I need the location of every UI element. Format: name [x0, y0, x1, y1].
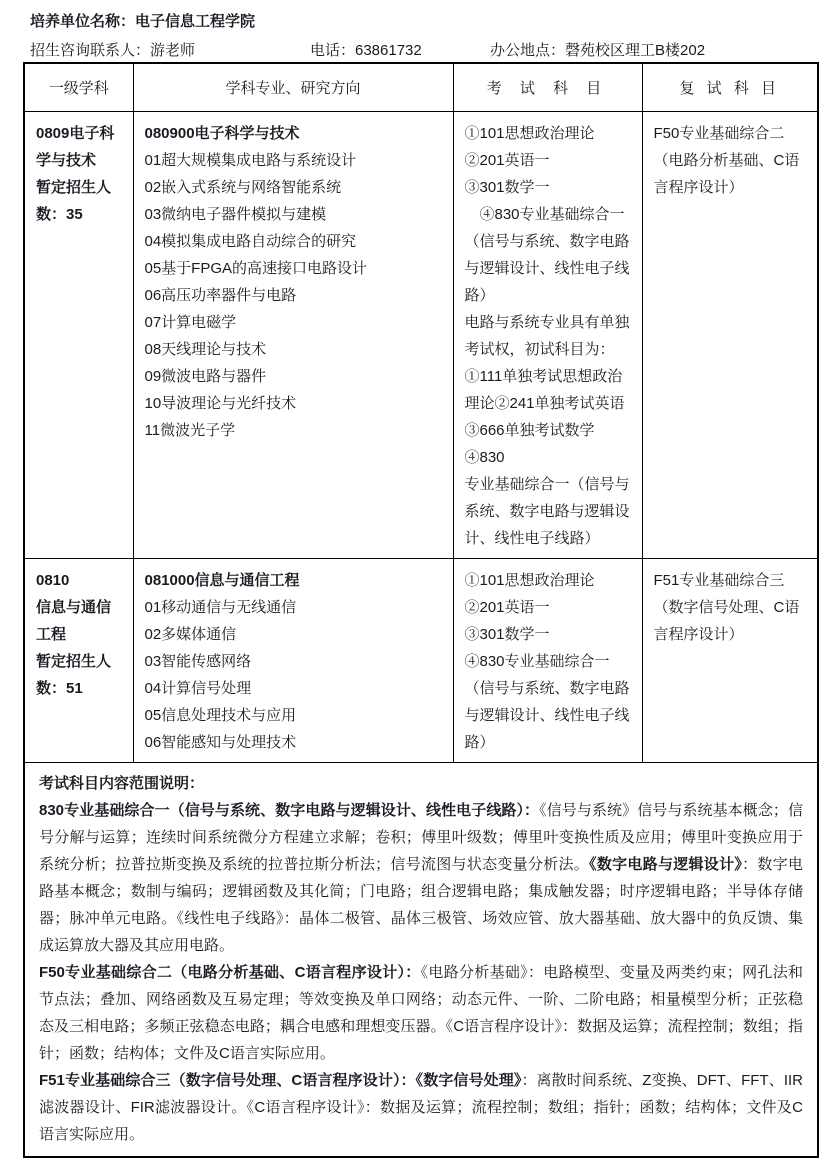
- text-line: 03微纳电子器件模拟与建模: [144, 205, 327, 223]
- text-segment: 《电路分析基础》：电路模型、变量及两类约束；网孔法和节点法；叠加、网络函数及互易定理；等效变换及单口网络；动态元件、一阶、二阶电路；相量模型分析；正弦稳态及三相电路；多频正弦稳态电路；耦合电感和理想变压器。《C语言程序设计》：数据及运算；流程控制；数组；指针；函数；结构体；文件及C语言实际应用。: [39, 963, 803, 1062]
- text-line: 言程序设计）: [653, 178, 744, 196]
- text-line: 考试权，初试科目为：: [464, 340, 615, 358]
- major-code-title: 081000信息与通信工程: [144, 571, 300, 589]
- cell-discipline-0810: [24, 558, 133, 762]
- notes-paragraph-f51: [39, 1067, 803, 1148]
- text-line: 04模拟集成电路自动综合的研究: [144, 232, 357, 250]
- table-row-0809: [24, 111, 818, 558]
- text-segment: F51专业基础综合三（数字信号处理、C语言程序设计）：: [39, 1071, 416, 1089]
- text-line: 06智能感知与处理技术: [144, 733, 297, 751]
- contact-info-line: [30, 41, 820, 61]
- text-line: 与逻辑设计、线性电子线: [464, 259, 630, 277]
- retest-subjects-text: [643, 559, 818, 654]
- text-line: （信号与系统、数字电路: [464, 232, 630, 250]
- text-line: （数字信号处理、C语: [653, 598, 800, 616]
- exam-subjects-text: [454, 112, 642, 558]
- text-line: 电路与系统专业具有单独: [464, 313, 630, 331]
- text-line: ②201英语一: [464, 151, 550, 169]
- text-line: 10导波理论与光纤技术: [144, 394, 297, 412]
- col-header-discipline: 一级学科: [24, 63, 133, 111]
- admissions-table: [23, 62, 819, 1158]
- text-line: F50专业基础综合二: [653, 124, 785, 142]
- text-segment: ：离散时间系统、Z变换、DFT、FFT、IIR滤波器设计、FIR滤波器设计。《C语言程序设计》：数据及运算；流程控制；数组；指针；函数；结构体；文件及C语言实际应用。: [39, 1071, 803, 1143]
- cell-discipline-0809: [24, 111, 133, 558]
- text-line: 理论②241单独考试英语: [464, 394, 625, 412]
- contact-phone: 电话：63861732: [310, 42, 422, 59]
- cell-retest-subjects-0809: [642, 111, 818, 558]
- office-location: 办公地点：磬苑校区理工B楼202: [490, 42, 706, 59]
- text-line: （信号与系统、数字电路: [464, 679, 630, 697]
- text-line: 专业基础综合一（信号与: [464, 475, 630, 493]
- notes-title: 考试科目内容范围说明：: [39, 774, 205, 792]
- research-directions-list: [145, 594, 445, 756]
- text-line: 系统、数字电路与逻辑设: [464, 502, 630, 520]
- text-line: 计、线性电子线路）: [464, 529, 600, 547]
- text-line: 与逻辑设计、线性电子线: [464, 706, 630, 724]
- cell-major-directions-0809: [133, 111, 453, 558]
- text-line: 信息与通信: [36, 598, 112, 616]
- text-line: 05信息处理技术与应用: [144, 706, 297, 724]
- text-line: 06高压功率器件与电路: [144, 286, 297, 304]
- exam-scope-notes-cell: [24, 762, 818, 1157]
- table-row-0810: [24, 558, 818, 762]
- cell-exam-subjects-0810: [453, 558, 642, 762]
- text-line: 08天线理论与技术: [144, 340, 267, 358]
- text-line: ④830专业基础综合一: [464, 205, 625, 223]
- text-line: 数：51: [36, 679, 83, 697]
- text-line: ③666单独考试数学④830: [464, 421, 595, 466]
- doc-header: [30, 12, 820, 61]
- text-segment: 《信号与系统》信号与系统基本概念；信号分解与运算；连续时间系统微分方程建立求解；卷积；傅里叶级数；傅里叶变换性质及应用；傅里叶变换应用于系统分析；拉普拉斯变换及系统的拉普拉斯分析法；信号流图与状态变量分析法。: [39, 801, 803, 873]
- text-line: 暂定招生人: [36, 652, 112, 670]
- text-segment: 《数字电路与逻辑设计》: [589, 855, 743, 873]
- notes-paragraph-f50: [39, 959, 803, 1067]
- text-line: 09微波电路与器件: [144, 367, 267, 385]
- cell-major-directions-0810: [133, 558, 453, 762]
- text-line: ①101思想政治理论: [464, 124, 595, 142]
- research-directions-list: [145, 147, 445, 444]
- col-header-major-directions: 学科专业、研究方向: [133, 63, 453, 111]
- admissions-contact: 招生咨询联系人：游老师: [30, 42, 196, 59]
- text-line: 05基于FPGA的高速接口电路设计: [144, 259, 368, 277]
- text-line: 0810: [36, 571, 70, 589]
- text-segment: 830专业基础综合一（信号与系统、数字电路与逻辑设计、线性电子线路）：: [39, 801, 540, 819]
- text-line: ④830专业基础综合一: [464, 652, 610, 670]
- text-line: 07计算电磁学: [144, 313, 237, 331]
- text-line: 工程: [36, 625, 67, 643]
- text-line: 言程序设计）: [653, 625, 744, 643]
- text-line: 01超大规模集成电路与系统设计: [144, 151, 357, 169]
- notes-row: [24, 762, 818, 1157]
- col-header-exam-subjects: 考 试 科 目: [453, 63, 642, 111]
- col-header-retest-subjects: 复 试 科 目: [642, 63, 818, 111]
- text-segment: ：数字电路基本概念；数制与编码；逻辑函数及其化简；门电路；组合逻辑电路；集成触发器；时序逻辑电路；半导体存储器；脉冲单元电路。《线性电子线路》：晶体二极管、晶体三极管、场效应管、放大器基础、放大器中的负反馈、集成运算放大器及其应用电路。: [39, 855, 803, 954]
- table-header-row: [24, 63, 818, 111]
- notes-paragraph-830: [39, 797, 803, 959]
- text-line: 学与技术: [36, 151, 97, 169]
- major-code-title: 080900电子科学与技术: [144, 124, 300, 142]
- cell-exam-subjects-0809: [453, 111, 642, 558]
- cell-retest-subjects-0810: [642, 558, 818, 762]
- retest-subjects-text: [643, 112, 818, 207]
- text-segment: F50专业基础综合二（电路分析基础、C语言程序设计）：: [39, 963, 421, 981]
- text-line: ①111单独考试思想政治: [464, 367, 623, 385]
- text-line: 02多媒体通信: [144, 625, 237, 643]
- exam-subjects-text: [454, 559, 642, 762]
- text-line: 03智能传感网络: [144, 652, 252, 670]
- text-line: ③301数学一: [464, 625, 550, 643]
- text-line: 11微波光子学: [144, 421, 236, 439]
- text-line: 02嵌入式系统与网络智能系统: [144, 178, 342, 196]
- text-line: 0809电子科: [36, 124, 115, 142]
- text-line: 暂定招生人: [36, 178, 112, 196]
- text-line: （电路分析基础、C语: [653, 151, 800, 169]
- text-line: 01移动通信与无线通信: [144, 598, 297, 616]
- discipline-text: [25, 559, 133, 708]
- text-line: ③301数学一: [464, 178, 550, 196]
- discipline-text: [25, 112, 133, 234]
- text-line: ②201英语一: [464, 598, 550, 616]
- training-unit-name: 培养单位名称：电子信息工程学院: [30, 13, 256, 30]
- text-line: 04计算信号处理: [144, 679, 252, 697]
- text-line: ①101思想政治理论: [464, 571, 595, 589]
- text-segment: 《数字信号处理》: [415, 1071, 522, 1089]
- text-line: F51专业基础综合三: [653, 571, 785, 589]
- text-line: 路）: [464, 286, 495, 304]
- text-line: 路）: [464, 733, 495, 751]
- text-line: 数：35: [36, 205, 83, 223]
